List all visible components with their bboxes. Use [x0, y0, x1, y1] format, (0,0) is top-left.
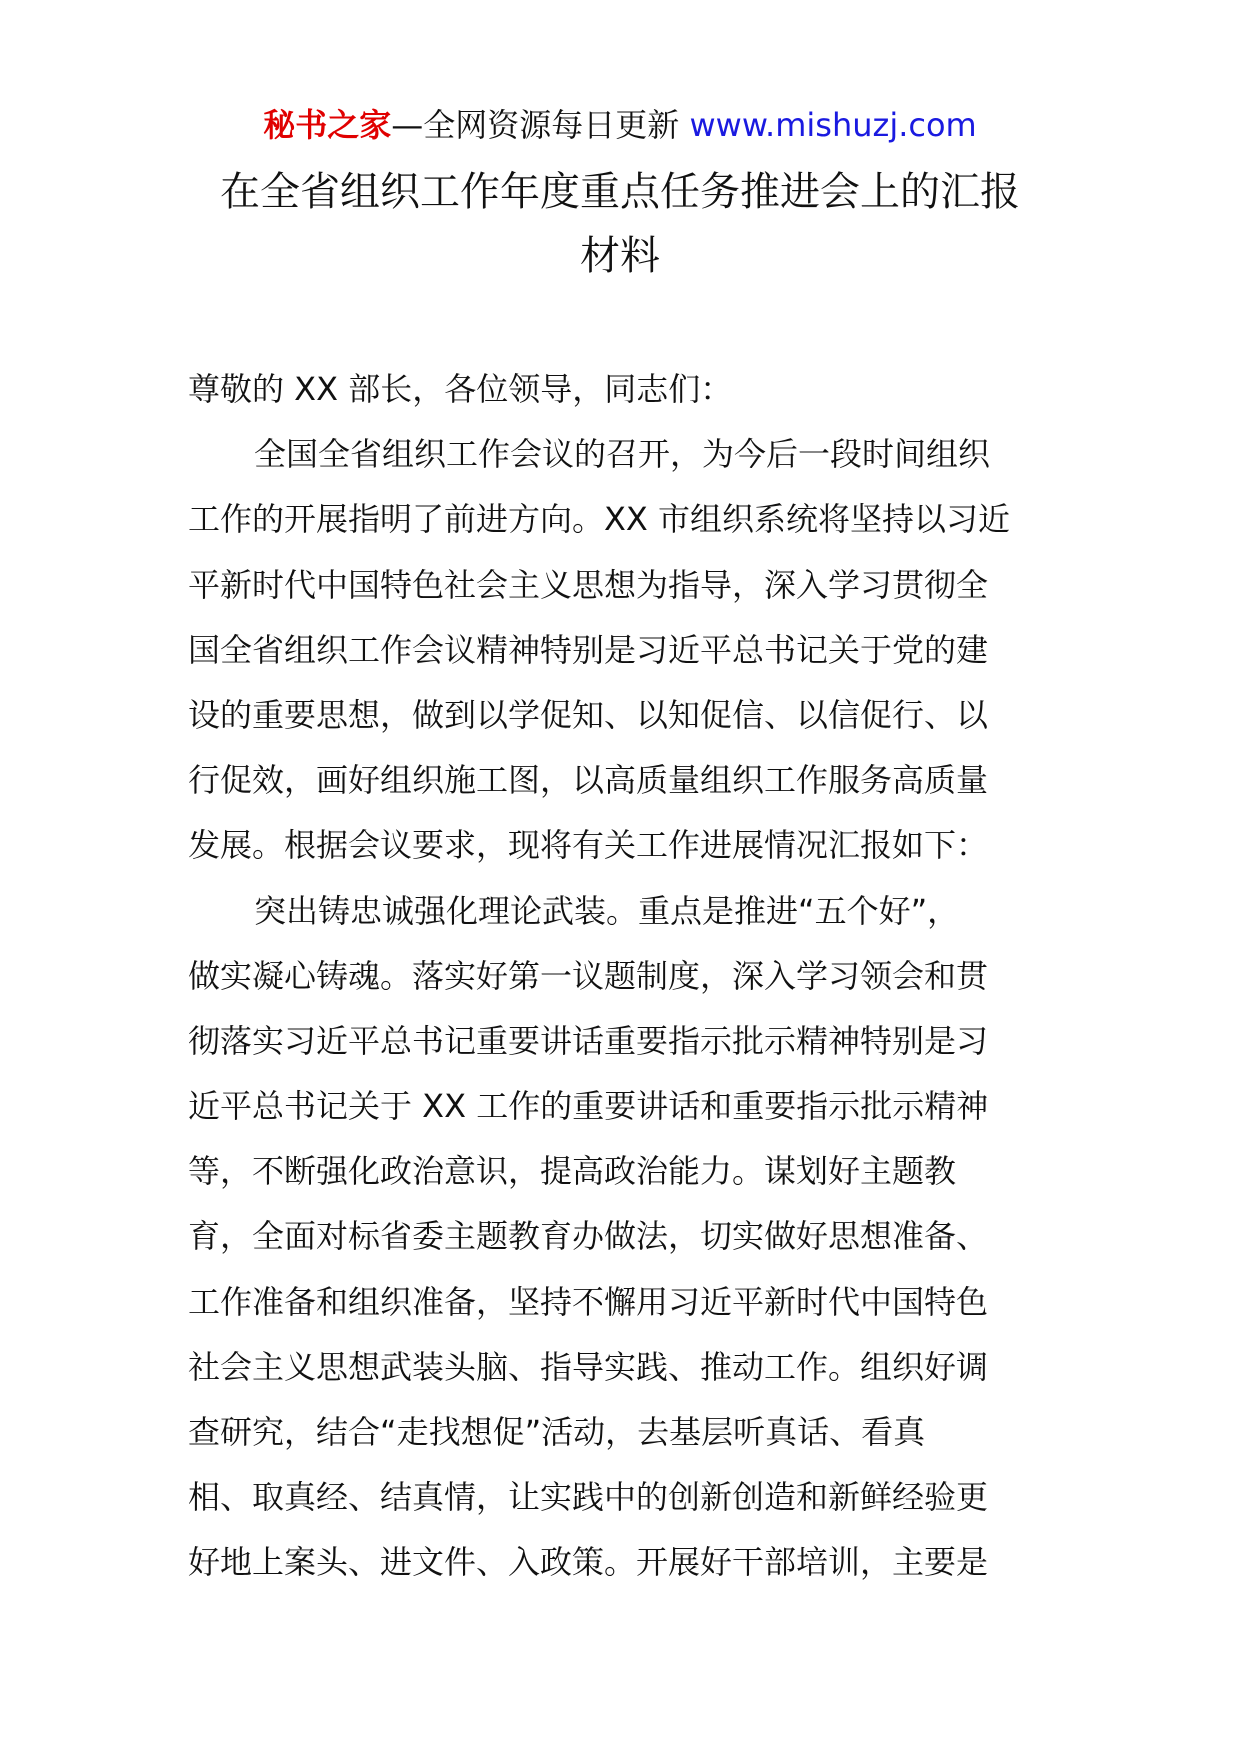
document-body	[188, 357, 1058, 1596]
paragraph-line: 行促效，画好组织施工图，以高质量组织工作服务高质量	[188, 761, 989, 800]
paragraph-line: 做实凝心铸魂。落实好第一议题制度，深入学习领会和贯	[188, 956, 989, 995]
site-url-link[interactable]: www.mishuzj.com	[689, 106, 977, 144]
paragraph-line: 育，全面对标省委主题教育办做法，切实做好思想准备、	[188, 1217, 989, 1256]
document-title	[180, 160, 1060, 288]
paragraph-line: 彻落实习近平总书记重要讲话重要指示批示精神特别是习	[188, 1021, 989, 1060]
paragraph-line: 相、取真经、结真情，让实践中的创新创造和新鲜经验更	[188, 1478, 989, 1517]
paragraph-line: 查研究，结合“走找想促”活动，去基层听真话、看真	[188, 1413, 926, 1451]
site-header	[0, 100, 1240, 150]
title-line: 材料	[580, 233, 660, 279]
paragraph-line: 设的重要思想，做到以学促知、以知促信、以信促行、以	[188, 695, 989, 734]
paragraph-line: 全国全省组织工作会议的召开，为今后一段时间组织	[254, 435, 991, 474]
paragraph-line: 好地上案头、进文件、入政策。开展好干部培训，主要是	[188, 1543, 989, 1582]
paragraph-line: 发展。根据会议要求，现将有关工作进展情况汇报如下：	[188, 826, 989, 865]
paragraph-line: 平新时代中国特色社会主义思想为指导，深入学习贯彻全	[188, 565, 989, 604]
paragraph-line: 等，不断强化政治意识，提高政治能力。谋划好主题教	[188, 1152, 957, 1191]
paragraph-line: 社会主义思想武装头脑、指导实践、推动工作。组织好调	[188, 1347, 989, 1386]
paragraph-line: 国全省组织工作会议精神特别是习近平总书记关于党的建	[188, 630, 989, 669]
paragraph-line: 近平总书记关于 XX 工作的重要讲话和重要指示批示精神	[188, 1087, 989, 1126]
paragraph-line: 突出铸忠诚强化理论武装。重点是推进“五个好”，	[254, 891, 960, 930]
site-brand: 秘书之家	[263, 106, 392, 144]
paragraph-line: 工作准备和组织准备，坚持不懈用习近平新时代中国特色	[188, 1282, 989, 1321]
salutation-line: 尊敬的 XX 部长，各位领导，同志们：	[188, 370, 733, 408]
paragraph-line: 工作的开展指明了前进方向。XX 市组织系统将坚持以习近	[188, 500, 1011, 539]
title-line: 在全省组织工作年度重点任务推进会上的汇报	[220, 169, 1020, 215]
site-tagline: —全网资源每日更新	[391, 106, 690, 144]
